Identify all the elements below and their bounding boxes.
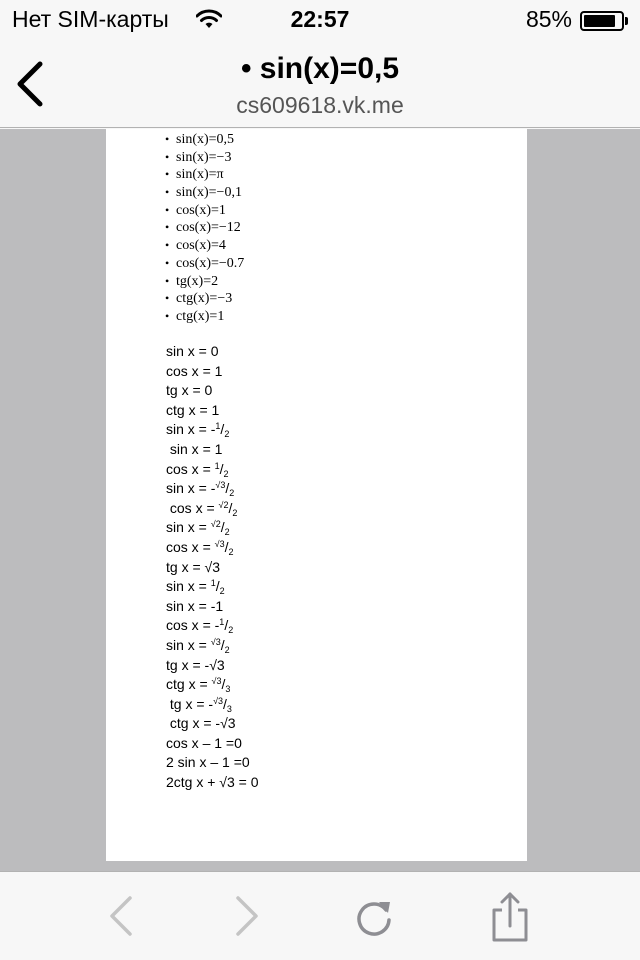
equation-list (166, 342, 259, 793)
equation-line: cos x – 1 =0 (166, 734, 242, 751)
battery-icon (580, 11, 628, 31)
equation-line: $\cos x = -^1/_2$ (166, 617, 234, 636)
reload-icon (346, 888, 402, 944)
bullet-item: • cos(x)=−0.7 (165, 255, 245, 271)
bottom-toolbar (0, 871, 640, 960)
equation-line: $\sin x = -^{√3}/_2$ (166, 480, 235, 499)
equation-line: sin x = 0 (166, 343, 219, 359)
carrier-label: Нет SIM-карты (12, 6, 169, 32)
equation-line: ctg x = -√3 (166, 715, 236, 732)
chevron-right-icon (218, 888, 274, 944)
bullet-list (165, 131, 244, 326)
equation-line: cos x = 1 (166, 362, 223, 379)
bullet-item: • sin(x)=π (165, 167, 224, 183)
equation-line: $\sin x = ^{√2}/_2$ (166, 519, 230, 538)
bullet-item: • cos(x)=1 (165, 202, 226, 218)
chevron-left-icon (94, 888, 150, 944)
share-button[interactable] (482, 888, 538, 944)
status-bar (0, 0, 640, 40)
equation-line: sin x = -1 (166, 597, 224, 614)
equation-line: sin x = 1 (166, 440, 223, 457)
equation-line: tg x = √3 (166, 558, 221, 575)
equation-line: $\sin x = ^{√3}/_2$ (166, 636, 230, 655)
equation-line: tg x = 0 (166, 382, 213, 399)
share-icon (482, 888, 538, 944)
equation-line: 2ctg x + √3 = 0 (166, 774, 259, 791)
reload-button[interactable] (346, 888, 402, 944)
equation-line: $\sin x = ^1/_2$ (166, 578, 225, 597)
bullet-item: • cos(x)=4 (165, 238, 226, 254)
bullet-item: • ctg(x)=−3 (165, 291, 233, 307)
equation-line: tg $x = -^{√3}/_3$ (166, 695, 232, 714)
bullet-item: • sin(x)=−0,1 (165, 185, 242, 201)
page-title: • sin(x)=0,5 (240, 52, 400, 85)
equation-line: $\cos x = ^{√2}/_2$ (166, 499, 238, 518)
equation-line: tg x = -√3 (166, 656, 225, 673)
bullet-item: • sin(x)=0,5 (165, 132, 235, 147)
equation-line: $\cos x = ^1/_2$ (166, 460, 229, 479)
battery-percentage: 85% (525, 6, 572, 32)
bullet-item: • sin(x)=−3 (165, 149, 232, 165)
equation-line: 2 sin x – 1 =0 (166, 754, 250, 771)
browser-back-button[interactable] (94, 888, 150, 944)
bullet-item: • tg(x)=2 (165, 273, 219, 289)
equation-line: ctg $x = ^{√3}/_3$ (166, 676, 231, 695)
equation-line: ctg x = 1 (166, 401, 220, 418)
page-url: cs609618.vk.me (236, 92, 404, 118)
equation-line: $\sin x = -^1/_2$ (166, 421, 230, 440)
bullet-item: • ctg(x)=1 (165, 308, 225, 324)
bullet-item: • cos(x)=−12 (165, 220, 241, 236)
clock: 22:57 (290, 6, 350, 32)
equation-line: $\cos x = ^{√3}/_2$ (166, 538, 234, 557)
content-area[interactable] (0, 129, 640, 871)
browser-forward-button[interactable] (218, 888, 274, 944)
document-page (106, 129, 527, 861)
nav-header (0, 40, 640, 128)
